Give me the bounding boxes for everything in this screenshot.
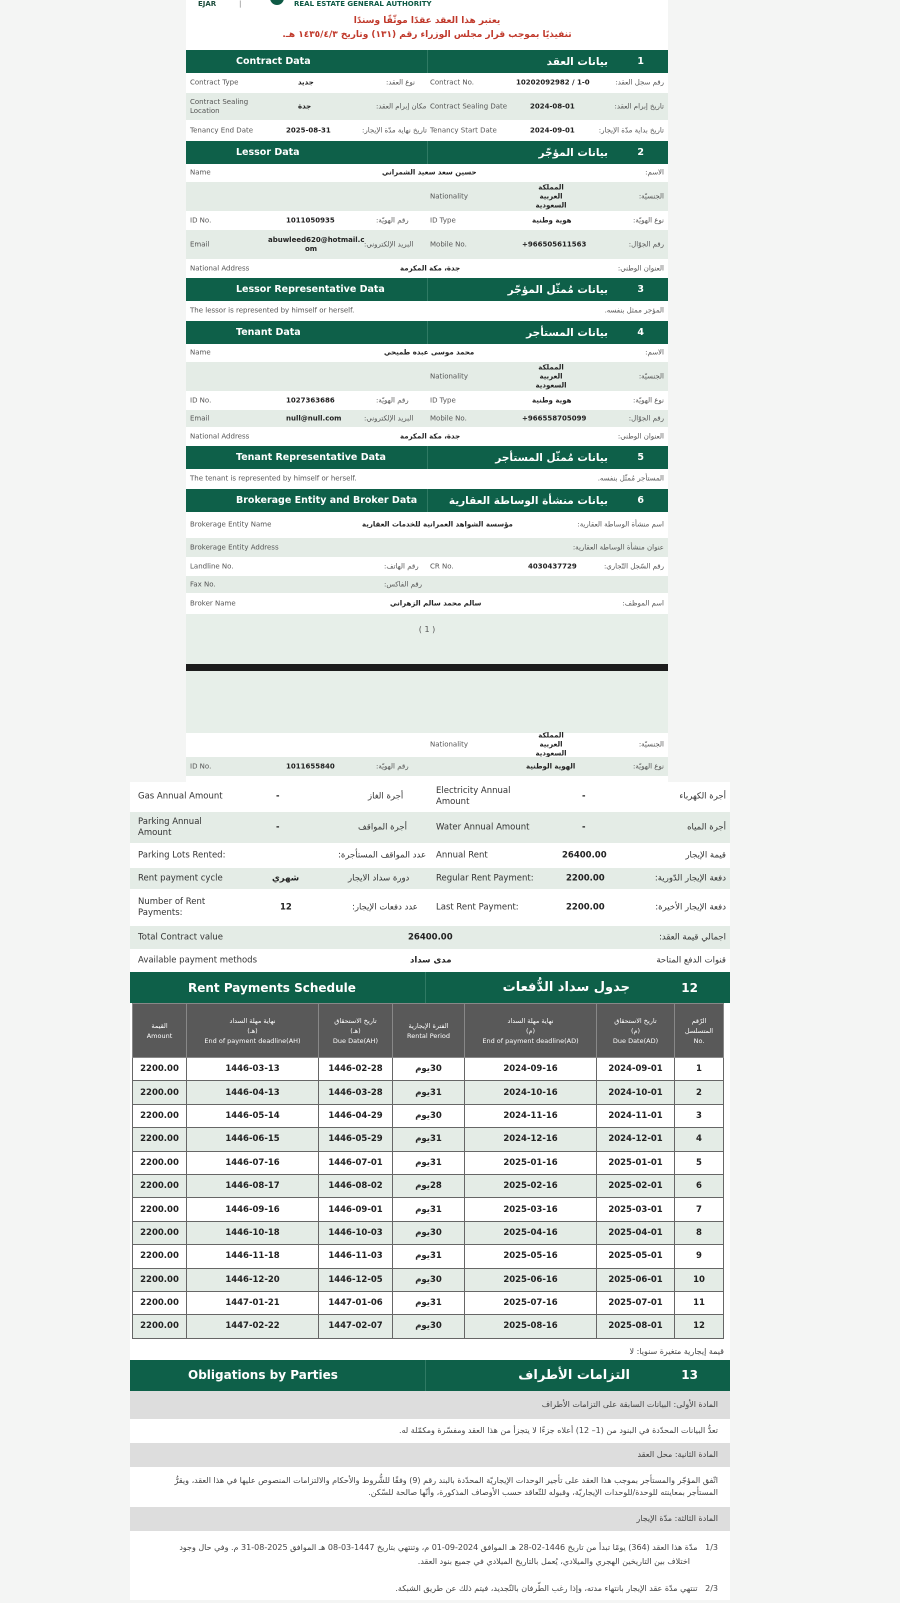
table-cell: 30يوم — [393, 1221, 465, 1244]
rent-schedule-table — [132, 1003, 724, 1339]
broker-row: Broker Name سالم محمد سالم الزهراني اسم الموظف: — [186, 594, 668, 614]
section-rent-schedule: Rent Payments Schedule جدول سداد الدُّفعات 12 — [130, 972, 730, 1003]
table-cell: 1 — [675, 1058, 724, 1081]
table-cell: 1446-08-02 — [319, 1174, 393, 1197]
table-cell: 1446-10-18 — [187, 1221, 319, 1244]
page-divider — [186, 664, 668, 671]
broker-row: Brokerage Entity Name مؤسسة الشواهد العمرانية للخدمات العقارية اسم منشأة الوساطة العقارية: — [186, 512, 668, 538]
page-footer — [186, 614, 668, 664]
table-cell: 6 — [675, 1174, 724, 1197]
article-3-clause-2: 2/3 تنتهي مدّة عقد الإيجار بانتهاء مدته، وإذا رغب الطّرفان بالتّجديد، فيتم ذلك عن طريق الشبكة. — [395, 1583, 718, 1593]
table-cell: 2024-09-01 — [597, 1058, 675, 1081]
table-cell: 2025-03-01 — [597, 1198, 675, 1221]
contract-row: Tenancy End Date 2025-08-31 تاريخ نهاية مدّة الإيجار: Tenancy Start Date 2024-09-01 تاريخ بداية مدّة الإيجار: — [186, 121, 668, 141]
authority-emblem-icon — [270, 0, 284, 5]
next-page-row: Nationality المملكة العربية السعودية الجنسيّة: — [186, 733, 668, 757]
table-cell: 1446-04-13 — [187, 1081, 319, 1104]
table-cell: 2025-01-16 — [465, 1151, 597, 1174]
table-cell: 2025-02-16 — [465, 1174, 597, 1197]
section-contract-data: Contract Data بيانات العقد 1 — [186, 50, 668, 73]
table-cell: 1446-02-28 — [319, 1058, 393, 1081]
table-cell: 28يوم — [393, 1174, 465, 1197]
table-cell: 7 — [675, 1198, 724, 1221]
table-cell: 11 — [675, 1291, 724, 1314]
table-cell: 2024-10-16 — [465, 1081, 597, 1104]
table-cell: 4 — [675, 1128, 724, 1151]
table-row — [133, 1268, 724, 1291]
table-cell: 1446-11-18 — [187, 1245, 319, 1268]
table-cell: 2025-02-01 — [597, 1174, 675, 1197]
financial-row: Total Contract value 26400.00 اجمالي قيمة العقد: — [130, 926, 730, 950]
page-header-blank — [186, 671, 668, 733]
table-cell: 3 — [675, 1104, 724, 1127]
table-cell: 30يوم — [393, 1058, 465, 1081]
notarized-notice: يعتبر هذا العقد عقدًا موثّقًا وسندًا تنفيذيًا بموجب قرار مجلس الوزراء رقم (١٣١) وتاريخ ١٤٣٥/٤/٣ هـ. — [282, 16, 572, 40]
table-row — [133, 1198, 724, 1221]
table-row — [133, 1315, 724, 1338]
section-tenant-representative: Tenant Representative Data بيانات مُمثّل المستأجر 5 — [186, 446, 668, 469]
table-cell: 1447-01-21 — [187, 1291, 319, 1314]
contract-row: Contract Sealing Location جدة مكان إبرام العقد: Contract Sealing Date 2024-08-01 تاريخ إبرام العقد: — [186, 93, 668, 121]
table-cell: 31يوم — [393, 1151, 465, 1174]
table-cell: 2024-11-01 — [597, 1104, 675, 1127]
table-cell: 2200.00 — [133, 1198, 187, 1221]
table-cell: 2200.00 — [133, 1221, 187, 1244]
ejar-logo: EJAR — [198, 0, 217, 8]
table-cell: 2200.00 — [133, 1151, 187, 1174]
next-page-row: ID No. 1011655840 رقم الهويّة: الهوية الوطنية نوع الهويّة: — [186, 757, 668, 777]
broker-row: Brokerage Entity Address عنوان منشأة الوساطة العقارية: — [186, 538, 668, 558]
table-cell: 2025-06-01 — [597, 1268, 675, 1291]
table-row — [133, 1128, 724, 1151]
table-cell: 1446-05-29 — [319, 1128, 393, 1151]
table-cell: 30يوم — [393, 1315, 465, 1338]
table-cell: 2025-05-16 — [465, 1245, 597, 1268]
tenant-row: National Address جدة، مكة المكرمة العنوان الوطني: — [186, 428, 668, 446]
section-tenant-data: Tenant Data بيانات المستأجر 4 — [186, 321, 668, 344]
table-cell: 1446-04-29 — [319, 1104, 393, 1127]
financial-row: Gas Annual Amount - أجرة الغاز Electricity Annual Amount - أجرة الكهرباء — [130, 782, 730, 812]
table-cell: 1447-02-07 — [319, 1315, 393, 1338]
table-row — [133, 1058, 724, 1081]
contract-row: Contract Type جديد نوع العقد: Contract No. 10202092982 / 1-0 رقم سجل العقد: — [186, 73, 668, 93]
table-cell: 2024-09-16 — [465, 1058, 597, 1081]
table-cell: 1446-09-01 — [319, 1198, 393, 1221]
table-cell: 9 — [675, 1245, 724, 1268]
section-obligations: Obligations by Parties التزامات الأطراف 13 — [130, 1360, 730, 1391]
tenant-row: Name محمد موسى عبده طميحي الاسم: — [186, 344, 668, 362]
table-cell: 1446-09-16 — [187, 1198, 319, 1221]
table-cell: 2025-06-16 — [465, 1268, 597, 1291]
lessor-row: Nationality المملكة العربية السعودية الجنسيّة: — [186, 182, 668, 212]
article-3-clause-1: 1/3 مدّة هذا العقد (364) يومًا تبدأ من تاريخ 1446-02-28 هـ الموافق 2024-09-01 م، وتنتهي بتاريخ 1447-03-08 هـ الموافق 2025-08-31 م. وفي حال وجود اختلاف بين التاريخين الهجري والميلادي، يُعمل بالتاريخ الميلادي في جميع بنود العقد. — [179, 1542, 718, 1566]
page-header — [186, 0, 668, 14]
article-3-title: المادة الثالثة: مدّة الإيجار — [130, 1507, 730, 1531]
tenant-row: Nationality المملكة العربية السعودية الجنسيّة: — [186, 362, 668, 392]
table-cell: 31يوم — [393, 1198, 465, 1221]
tenant-rep-note: The tenant is represented by himself or herself. المستأجر مُمثّل بنفسه. — [186, 469, 668, 489]
table-cell: 2024-11-16 — [465, 1104, 597, 1127]
table-row — [133, 1221, 724, 1244]
table-cell: 1446-07-01 — [319, 1151, 393, 1174]
table-cell: 1446-03-13 — [187, 1058, 319, 1081]
table-cell: 1446-08-17 — [187, 1174, 319, 1197]
table-cell: 2200.00 — [133, 1081, 187, 1104]
table-cell: 2025-04-01 — [597, 1221, 675, 1244]
table-cell: 31يوم — [393, 1291, 465, 1314]
tenant-row: Email null@null.com البريد الإلكتروني: Mobile No. +966558705099 رقم الجوّال: — [186, 410, 668, 428]
broker-row: Landline No. رقم الهاتف: CR No. 4030437729 رقم السّجل التّجاري: — [186, 558, 668, 576]
table-row — [133, 1174, 724, 1197]
table-cell: 2024-10-01 — [597, 1081, 675, 1104]
article-2-text: اتّفق المؤجّر والمستأجر بموجب هذا العقد على تأجير الوحدات الإيجاريّة المحدّدة بالبند رقم (9) وفقًا للشُّروط والأحكام والالتزامات المنصوص عليها في هذا العقد، ويقرُّ المستأجر بمعاينته للوحدة/للوحدات الإيجاريّة، وقبوله للتّعاقد حسب الأوصاف المذكورة، وأنّها صالحة للسّكن. — [174, 1475, 718, 1497]
table-cell: 30يوم — [393, 1104, 465, 1127]
table-cell: 2 — [675, 1081, 724, 1104]
table-row — [133, 1245, 724, 1268]
table-cell: 31يوم — [393, 1081, 465, 1104]
table-cell: 2024-12-01 — [597, 1128, 675, 1151]
table-cell: 2200.00 — [133, 1315, 187, 1338]
lessor-row: Email abuwleed620@hotmail.c om البريد الإلكتروني: Mobile No. +966505611563 رقم الجوّال: — [186, 230, 668, 260]
contract-page-2 — [130, 782, 730, 1600]
contract-page-1 — [186, 0, 668, 782]
header-separator: | — [239, 0, 242, 8]
table-cell: 2025-08-01 — [597, 1315, 675, 1338]
table-cell: 2025-01-01 — [597, 1151, 675, 1174]
table-cell: 2025-07-16 — [465, 1291, 597, 1314]
table-cell: 12 — [675, 1315, 724, 1338]
table-cell: 2025-08-16 — [465, 1315, 597, 1338]
table-cell: 5 — [675, 1151, 724, 1174]
table-cell: 1447-02-22 — [187, 1315, 319, 1338]
article-1-text: تعدُّ البيانات المحدّدة في البنود من (1– 12) أعلاه جزءًا لا يتجزأ من هذا العقد ومفسّرة ومكمّلة له. — [398, 1425, 718, 1435]
section-brokerage-data: Brokerage Entity and Broker Data بيانات منشأة الوساطة العقارية 6 — [186, 489, 668, 512]
variable-rent-note: قيمة إيجارية متغيرة سنويا: لا — [629, 1346, 724, 1356]
table-cell: 2025-04-16 — [465, 1221, 597, 1244]
table-cell: 2025-07-01 — [597, 1291, 675, 1314]
lessor-row: National Address جدة، مكة المكرمة العنوان الوطني: — [186, 260, 668, 278]
table-cell: 1446-06-15 — [187, 1128, 319, 1151]
table-row — [133, 1081, 724, 1104]
table-cell: 1446-12-05 — [319, 1268, 393, 1291]
table-cell: 31يوم — [393, 1128, 465, 1151]
financial-row: Parking Annual Amount - أجرة المواقف Water Annual Amount - أجرة المياه — [130, 812, 730, 844]
table-cell: 2200.00 — [133, 1128, 187, 1151]
table-cell: 2200.00 — [133, 1291, 187, 1314]
financial-row: Parking Lots Rented: عدد المواقف المستأجرة: Annual Rent 26400.00 قيمة الإيجار — [130, 844, 730, 868]
table-header-row: القيمة Amount نهاية مهلة السداد (هـ) End of payment deadline(AH) تاريخ الاستحقاق (هـ) Due Date(AH) الفترة الإيجارية Rental Period نهاية مهلة السداد (م) End of payment deadline(AD) تاريخ الاستحقاق (م) Due Date(AD) الرّقم المتسلسل No. — [133, 1004, 724, 1058]
table-cell: 2024-12-16 — [465, 1128, 597, 1151]
section-lessor-data: Lessor Data بيانات المؤجّر 2 — [186, 141, 668, 164]
page-number: ( 1 ) — [418, 625, 436, 634]
table-cell: 1446-10-03 — [319, 1221, 393, 1244]
table-cell: 1446-11-03 — [319, 1245, 393, 1268]
authority-name: REAL ESTATE GENERAL AUTHORITY — [294, 0, 432, 8]
table-cell: 31يوم — [393, 1245, 465, 1268]
table-cell: 30يوم — [393, 1268, 465, 1291]
table-row — [133, 1151, 724, 1174]
table-cell: 1446-05-14 — [187, 1104, 319, 1127]
table-cell: 1446-07-16 — [187, 1151, 319, 1174]
financial-row: Available payment methods مدى سداد قنوات الدفع المتاحة — [130, 950, 730, 972]
table-row — [133, 1104, 724, 1127]
table-cell: 8 — [675, 1221, 724, 1244]
lessor-row: Name حسين سعد سعيد الشمراني الاسم: — [186, 164, 668, 182]
financial-row: Rent payment cycle شهري دورة سداد الايجار Regular Rent Payment: 2200.00 دفعة الإيجار الدّورية: — [130, 868, 730, 890]
section-lessor-representative: Lessor Representative Data بيانات مُمثّل المؤجّر 3 — [186, 278, 668, 301]
table-cell: 1446-12-20 — [187, 1268, 319, 1291]
article-2-title: المادة الثانية: محل العقد — [130, 1443, 730, 1467]
table-cell: 10 — [675, 1268, 724, 1291]
article-1-title: المادة الأولى: البيانات السابقة على التزامات الأطراف — [130, 1391, 730, 1419]
tenant-row: ID No. 1027363686 رقم الهويّة: ID Type هوية وطنية نوع الهويّة: — [186, 392, 668, 410]
table-row — [133, 1291, 724, 1314]
lessor-row: ID No. 1011050935 رقم الهويّة: ID Type هوية وطنية نوع الهويّة: — [186, 212, 668, 230]
financial-row: Number of Rent Payments: 12 عدد دفعات الإيجار: Last Rent Payment: 2200.00 دفعة الإيجار الأخيرة: — [130, 890, 730, 926]
table-cell: 2200.00 — [133, 1245, 187, 1268]
table-cell: 2200.00 — [133, 1268, 187, 1291]
table-cell: 2200.00 — [133, 1174, 187, 1197]
table-cell: 1446-03-28 — [319, 1081, 393, 1104]
lessor-rep-note: The lessor is represented by himself or herself. المؤجر ممثل بنفسه. — [186, 301, 668, 321]
table-cell: 2200.00 — [133, 1058, 187, 1081]
table-cell: 1447-01-06 — [319, 1291, 393, 1314]
table-cell: 2200.00 — [133, 1104, 187, 1127]
broker-row: Fax No. رقم الفاكس: — [186, 576, 668, 594]
table-cell: 2025-05-01 — [597, 1245, 675, 1268]
table-cell: 2025-03-16 — [465, 1198, 597, 1221]
